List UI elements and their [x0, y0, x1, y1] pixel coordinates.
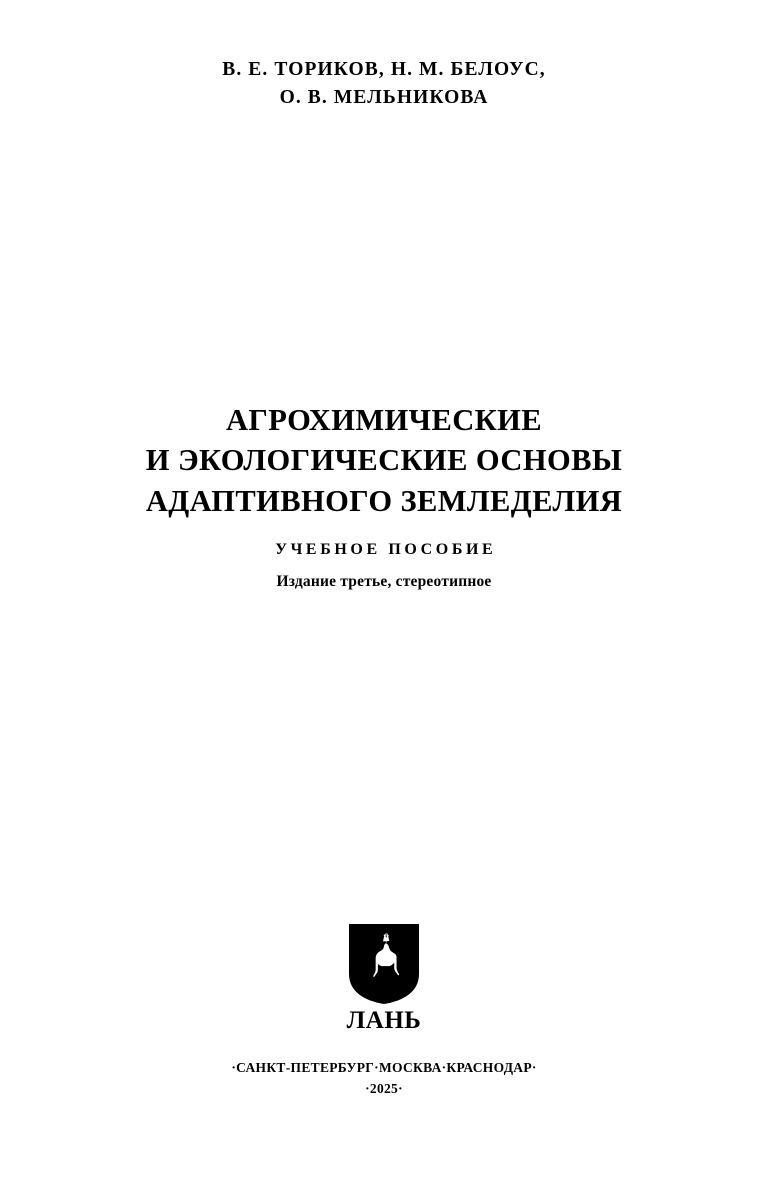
- publisher-logo-block: [0, 922, 768, 1033]
- title-block: [0, 400, 768, 591]
- imprint-year: ·2025·: [365, 1080, 403, 1096]
- imprint-block: [0, 1058, 768, 1100]
- subtitle: УЧЕБНОЕ ПОСОБИЕ: [275, 540, 497, 558]
- authors-line-1: В. Е. ТОРИКОВ, Н. М. БЕЛОУС,: [222, 59, 546, 80]
- imprint-cities: ·САНКТ-ПЕТЕРБУРГ·МОСКВА·КРАСНОДАР·: [231, 1060, 537, 1075]
- title-line-1: АГРОХИМИЧЕСКИЕ: [225, 403, 543, 437]
- edition-statement: Издание третье, стереотипное: [276, 572, 492, 590]
- publisher-name: ЛАНЬ: [346, 1007, 422, 1034]
- title-line-2: И ЭКОЛОГИЧЕСКИЕ ОСНОВЫ: [145, 443, 623, 478]
- title-line-3: АДАПТИВНОГО ЗЕМЛЕДЕЛИЯ: [145, 483, 623, 518]
- deer-shield-logo-icon: [347, 922, 421, 1006]
- authors-block: [0, 56, 768, 111]
- page-title: [0, 400, 768, 521]
- authors-line-2: О. В. МЕЛЬНИКОВА: [279, 86, 489, 108]
